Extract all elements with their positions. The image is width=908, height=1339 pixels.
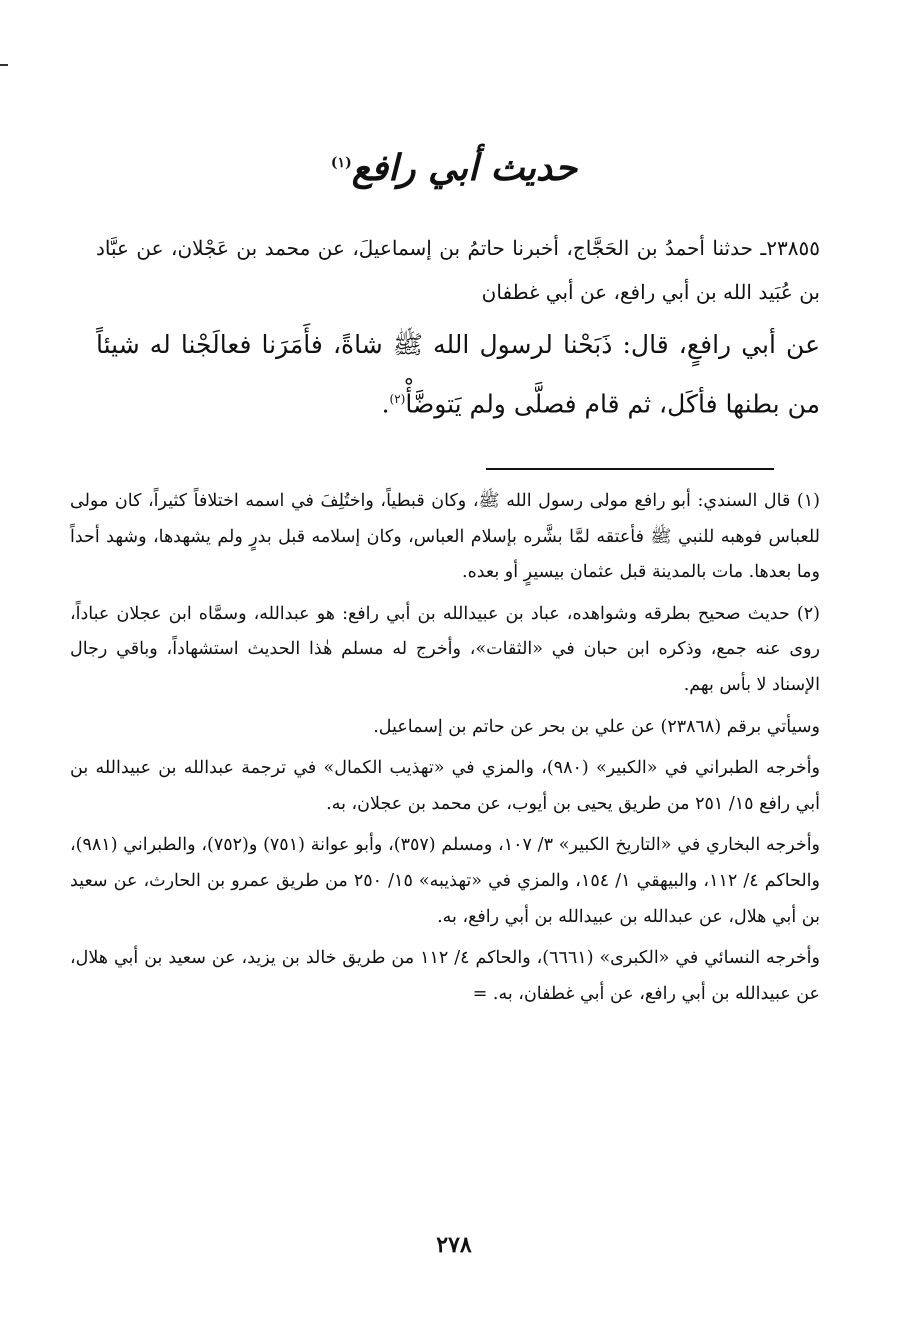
chapter-title-text: حديث أبي رافع [351, 147, 578, 189]
footnote-2-cont-1: وسيأتي برقم (٢٣٨٦٨) عن علي بن بحر عن حاتم بن إسماعيل. [373, 716, 820, 737]
page-number: ٢٧٨ [436, 1232, 472, 1258]
footnote-2-cont-4: وأخرجه النسائي في «الكبرى» (٦٦٦١)، والحاكم ٤/ ١١٢ من طريق خالد بن يزيد، عن سعيد بن أبي هلال، عن عبيدالله بن أبي رافع، عن أبي غطفان، به. = [70, 948, 820, 1004]
isnad-paragraph: ٢٣٨٥٥ـ حدثنا أحمدُ بن الحَجَّاج، أخبرنا حاتمُ بن إسماعيلَ، عن محمد بن عَجْلان، عن عبَّاد بن عُبَيد الله بن أبي رافع، عن أبي غطفان [96, 236, 820, 304]
footnote-separator [486, 468, 774, 470]
footnote-2-cont-3: وأخرجه البخاري في «التاريخ الكبير» ٣/ ١٠٧، ومسلم (٣٥٧)، وأبو عوانة (٧٥١) و(٧٥٢)، والطبراني (٩٨١)، والحاكم ٤/ ١١٢، والبيهقي ١/ ١٥٤، والمزي في «تهذيبه» ١٥/ ٢٥٠ من طريق عمرو بن الحارث، عن سعيد بن أبي هلال، عن عبدالله بن عبيدالله بن أبي رافع، به. [70, 835, 821, 927]
hadith-matn [96, 318, 820, 431]
hadith-end: . [381, 389, 390, 419]
footnote-2-cont-2: وأخرجه الطبراني في «الكبير» (٩٨٠)، والمزي في «تهذيب الكمال» في ترجمة عبدالله بن عبيدالله بن أبي رافع ١٥/ ٢٥١ من طريق يحيى بن أيوب، عن محمد بن عجلان، به. [70, 758, 820, 814]
footnotes [70, 484, 820, 1018]
margin-mark [0, 64, 8, 66]
footnote-2: (٢) حديث صحيح بطرقه وشواهده، عباد بن عبيدالله بن أبي رافع: هو عبدالله، وسمَّاه ابن عجلان عباداً، روى عنه جمع، وذكره ابن حبان في «الثقات»، وأخرج له مسلم هٰذا الحديث استشهاداً، وباقي رجال الإسناد لا بأس بهم. [70, 603, 820, 695]
title-footnote-ref: (١) [330, 155, 352, 171]
footnote-1: (١) قال السندي: أبو رافع مولى رسول الله ﷺ، وكان قبطياً، واختُلِفَ في اسمه اختلافاً كثيراً، كان مولى للعباس فوهبه للنبي ﷺ فأعتقه لمَّا بشَّره بإسلام العباس، وكان إسلامه قبل بدرٍ ولم يشهدها، وشهد أحداً وما بعدها. مات بالمدينة قبل عثمان بيسيرٍ أو بعده. [70, 491, 820, 583]
hadith-footnote-ref: (٢) [389, 392, 406, 406]
chapter-title [0, 138, 908, 193]
main-text [96, 226, 820, 431]
hadith-text: عن أبي رافعٍ، قال: ذَبَحْنا لرسول الله ﷺ شاةً، فأَمَرَنا فعالَجْنا له شيئاً من بطنها فأكَل، ثم قام فصلَّى ولم يَتوضَّأْ [96, 330, 820, 419]
